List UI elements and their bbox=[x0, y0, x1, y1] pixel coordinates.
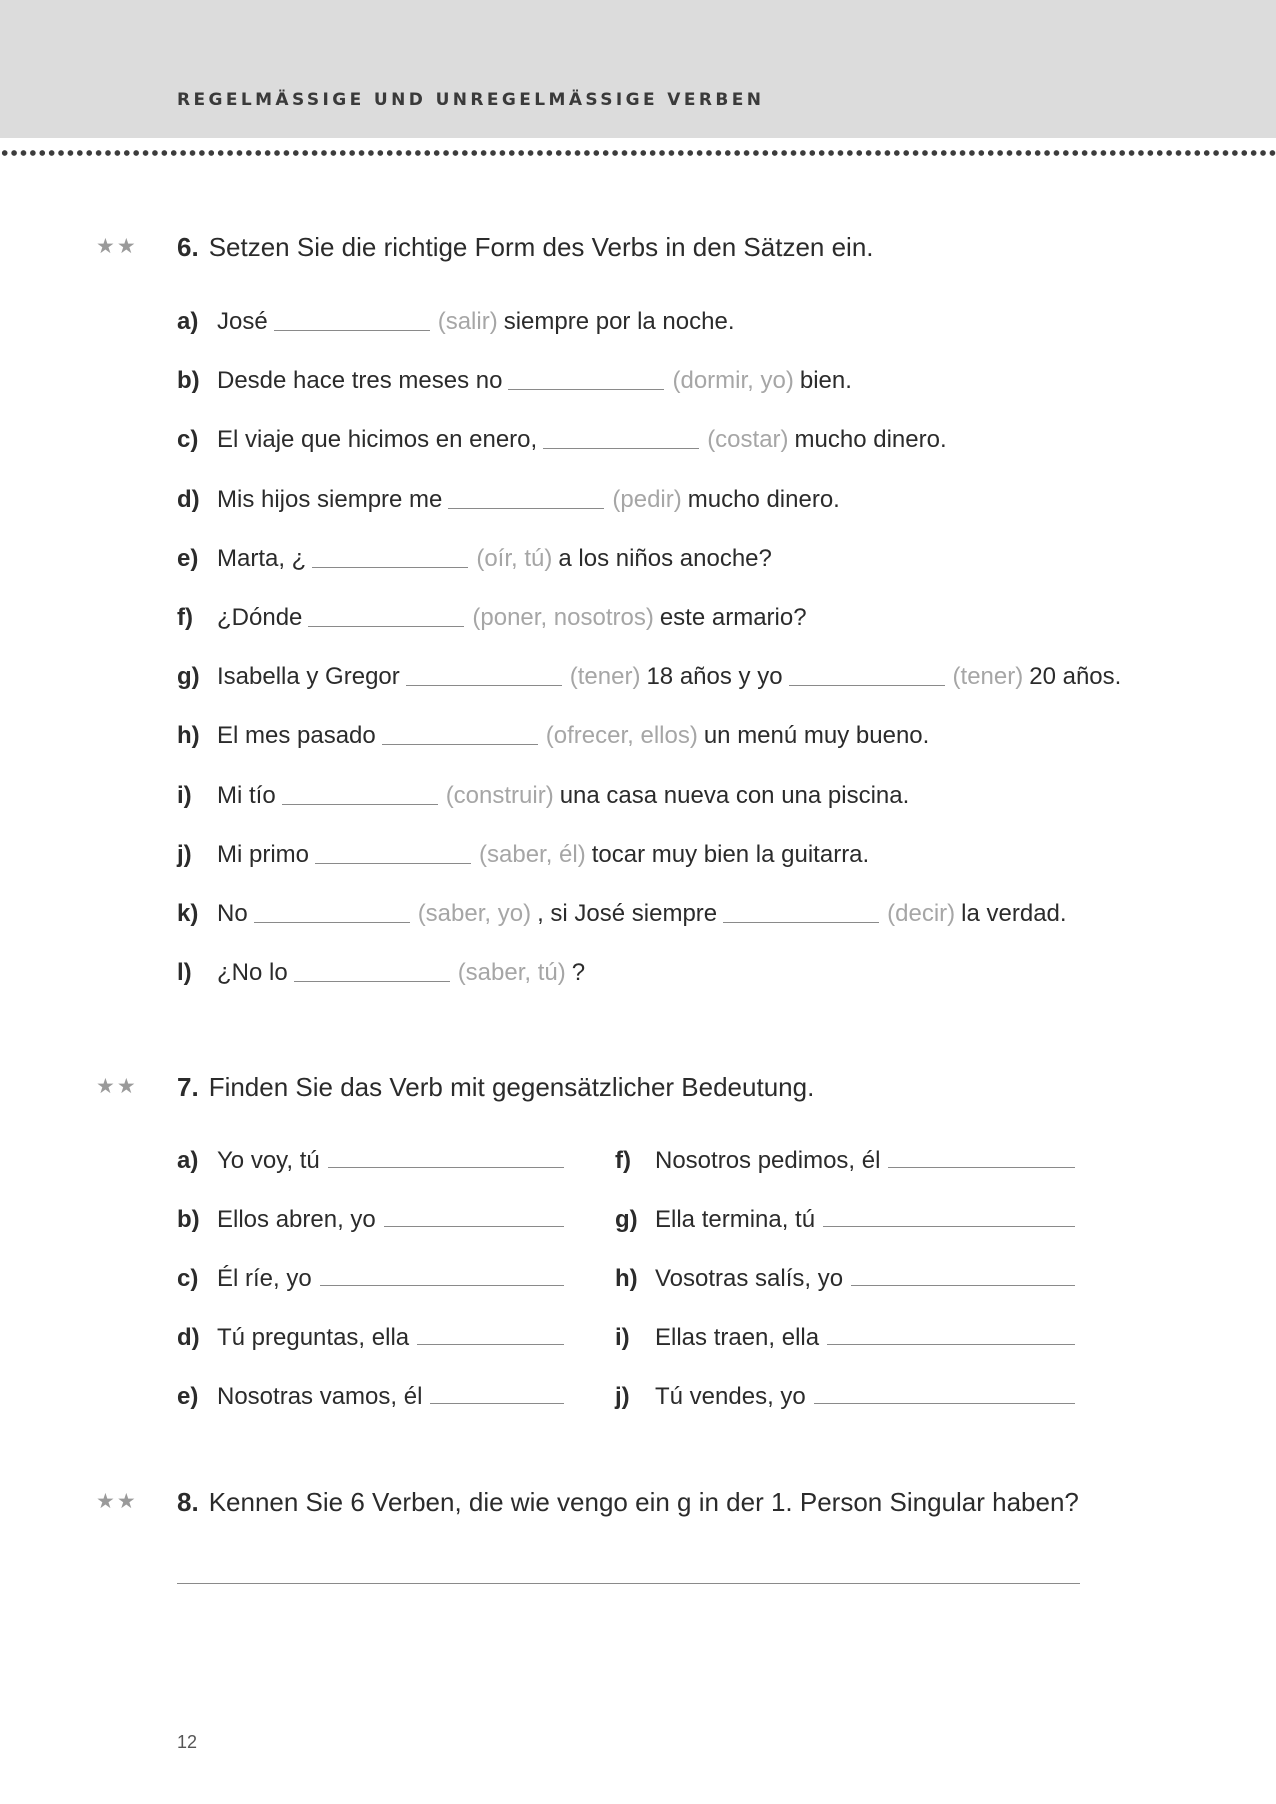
verb-hint: (saber, él) bbox=[479, 840, 586, 868]
item-label: a) bbox=[177, 1147, 199, 1174]
exercise-item bbox=[177, 1141, 564, 1181]
item-label: f) bbox=[177, 604, 193, 631]
answer-blank[interactable] bbox=[406, 657, 562, 686]
item-label: h) bbox=[615, 1265, 638, 1292]
exercise-item bbox=[177, 1318, 564, 1358]
verb-hint: (decir) bbox=[887, 900, 956, 927]
answer-blank[interactable] bbox=[448, 480, 604, 509]
verb-hint: (tener) bbox=[952, 663, 1024, 691]
item-label: b) bbox=[177, 367, 200, 395]
sentence-end: un menú muy bueno. bbox=[703, 722, 930, 750]
verb-hint: (tener) bbox=[569, 663, 641, 691]
answer-blank[interactable] bbox=[814, 1377, 1075, 1404]
chapter-title: REGELMÄSSIGE UND UNREGELMÄSSIGE VERBEN bbox=[177, 90, 765, 110]
item-label: k) bbox=[177, 900, 199, 927]
answer-blank[interactable] bbox=[254, 894, 410, 923]
sentence-end: mucho dinero. bbox=[794, 426, 947, 454]
sentence-start: Mi primo bbox=[217, 840, 310, 868]
sentence-start: El mes pasado bbox=[217, 722, 376, 750]
answer-blank[interactable] bbox=[384, 1200, 564, 1227]
answer-blank[interactable] bbox=[328, 1141, 564, 1168]
verb-hint: (construir) bbox=[445, 781, 554, 809]
exercise-item bbox=[615, 1141, 1075, 1181]
answer-blank[interactable] bbox=[308, 598, 464, 627]
answer-blank[interactable] bbox=[315, 835, 471, 864]
verb-hint: (saber, tú) bbox=[457, 959, 566, 987]
sentence-end: la verdad. bbox=[961, 900, 1067, 927]
exercise-item bbox=[177, 361, 852, 401]
prompt-text: Ellas traen, ella bbox=[655, 1324, 820, 1351]
answer-blank[interactable] bbox=[274, 302, 430, 331]
verb-hint: (ofrecer, ellos) bbox=[545, 722, 698, 750]
answer-blank[interactable] bbox=[312, 539, 468, 568]
sentence-start: No bbox=[217, 900, 248, 927]
difficulty-stars: ★★ bbox=[96, 1075, 138, 1098]
sentence-start: ¿Dónde bbox=[217, 604, 303, 631]
answer-blank[interactable] bbox=[723, 894, 879, 923]
sentence-start: Mi tío bbox=[217, 781, 276, 809]
exercise-item bbox=[177, 1200, 564, 1240]
verb-hint: (poner, nosotros) bbox=[472, 604, 654, 631]
item-label: l) bbox=[177, 959, 192, 987]
answer-blank[interactable] bbox=[382, 716, 538, 745]
answer-line[interactable] bbox=[177, 1583, 1080, 1584]
prompt-text: Ella termina, tú bbox=[655, 1206, 816, 1233]
verb-hint: (costar) bbox=[707, 426, 789, 454]
item-label: c) bbox=[177, 1265, 199, 1292]
exercise-item bbox=[177, 776, 909, 816]
exercise-item bbox=[177, 1259, 564, 1299]
exercise-item bbox=[177, 539, 772, 579]
exercise-number: 7. bbox=[177, 1072, 199, 1102]
item-label: b) bbox=[177, 1206, 200, 1233]
sentence-start: Desde hace tres meses no bbox=[217, 367, 503, 395]
sentence-end: siempre por la noche. bbox=[503, 308, 735, 335]
answer-blank[interactable] bbox=[789, 657, 945, 686]
answer-blank[interactable] bbox=[827, 1318, 1075, 1345]
item-label: d) bbox=[177, 1324, 200, 1351]
page-header bbox=[0, 0, 1276, 138]
sentence-end: mucho dinero. bbox=[687, 485, 840, 513]
item-label: i) bbox=[177, 781, 192, 809]
exercise-item bbox=[615, 1259, 1075, 1299]
sentence-end: , si José siempre bbox=[537, 900, 718, 927]
sentence-end: bien. bbox=[799, 367, 852, 395]
verb-hint: (dormir, yo) bbox=[672, 367, 794, 395]
item-label: j) bbox=[615, 1383, 630, 1410]
verb-hint: (salir) bbox=[437, 308, 498, 335]
answer-blank[interactable] bbox=[508, 361, 664, 390]
sentence-start: Marta, ¿ bbox=[217, 544, 307, 572]
page-number: 12 bbox=[177, 1732, 198, 1752]
exercise-item bbox=[177, 480, 840, 520]
answer-blank[interactable] bbox=[430, 1377, 564, 1404]
prompt-text: Nosotras vamos, él bbox=[217, 1383, 423, 1410]
exercise-item bbox=[177, 835, 869, 875]
answer-blank[interactable] bbox=[823, 1200, 1075, 1227]
sentence-start: José bbox=[217, 308, 268, 335]
exercise-item bbox=[615, 1377, 1075, 1417]
prompt-text: Vosotras salís, yo bbox=[655, 1265, 844, 1292]
exercise-item bbox=[177, 302, 735, 342]
exercise-number: 6. bbox=[177, 232, 199, 262]
prompt-text: Él ríe, yo bbox=[217, 1265, 312, 1292]
item-label: g) bbox=[177, 663, 200, 691]
answer-blank[interactable] bbox=[320, 1259, 564, 1286]
sentence-end: este armario? bbox=[659, 604, 807, 631]
item-label: c) bbox=[177, 426, 199, 454]
item-label: d) bbox=[177, 485, 200, 513]
sentence-end: tocar muy bien la guitarra. bbox=[591, 840, 870, 868]
exercise-item bbox=[177, 1377, 564, 1417]
exercise-title bbox=[177, 1072, 814, 1103]
item-label: e) bbox=[177, 1383, 199, 1410]
prompt-text: Ellos abren, yo bbox=[217, 1206, 376, 1233]
answer-blank[interactable] bbox=[294, 953, 450, 982]
answer-blank[interactable] bbox=[417, 1318, 564, 1345]
exercise-item bbox=[615, 1200, 1075, 1240]
sentence-start: Isabella y Gregor bbox=[217, 663, 400, 691]
difficulty-stars: ★★ bbox=[96, 235, 138, 258]
sentence-start: El viaje que hicimos en enero, bbox=[217, 426, 538, 454]
exercise-item bbox=[177, 953, 585, 993]
sentence-end: 18 años y yo bbox=[646, 663, 783, 691]
item-label: e) bbox=[177, 544, 199, 572]
answer-blank[interactable] bbox=[851, 1259, 1075, 1286]
item-label: j) bbox=[177, 840, 192, 868]
verb-hint: (pedir) bbox=[612, 485, 682, 513]
verb-hint: (oír, tú) bbox=[476, 544, 553, 572]
exercise-number: 8. bbox=[177, 1487, 199, 1517]
exercise-instruction: Setzen Sie die richtige Form des Verbs in den Sätzen ein. bbox=[208, 232, 874, 262]
prompt-text: Tú vendes, yo bbox=[655, 1383, 806, 1410]
prompt-text: Yo voy, tú bbox=[217, 1147, 320, 1174]
answer-blank[interactable] bbox=[888, 1141, 1075, 1168]
exercise-item bbox=[177, 598, 807, 638]
sentence-end: una casa nueva con una piscina. bbox=[559, 781, 910, 809]
sentence-start: ¿No lo bbox=[217, 959, 288, 987]
sentence-end: a los niños anoche? bbox=[558, 544, 772, 572]
item-label: i) bbox=[615, 1324, 630, 1351]
verb-hint: (saber, yo) bbox=[417, 900, 532, 927]
dotted-divider bbox=[0, 148, 1276, 158]
prompt-text: Nosotros pedimos, él bbox=[655, 1147, 881, 1174]
answer-blank[interactable] bbox=[543, 420, 699, 449]
answer-blank[interactable] bbox=[282, 776, 438, 805]
sentence-end: 20 años. bbox=[1029, 663, 1122, 691]
exercise-title bbox=[177, 232, 874, 263]
sentence-start: Mis hijos siempre me bbox=[217, 485, 443, 513]
exercise-item bbox=[177, 716, 929, 756]
item-label: h) bbox=[177, 722, 200, 750]
exercise-item bbox=[177, 657, 1121, 697]
item-label: g) bbox=[615, 1206, 638, 1233]
item-label: a) bbox=[177, 308, 199, 335]
prompt-text: Tú preguntas, ella bbox=[217, 1324, 410, 1351]
exercise-instruction: Finden Sie das Verb mit gegensätzlicher Bedeutung. bbox=[208, 1072, 815, 1102]
sentence-end: ? bbox=[571, 959, 586, 987]
item-label: f) bbox=[615, 1147, 631, 1174]
exercise-item bbox=[615, 1318, 1075, 1358]
exercise-title bbox=[177, 1487, 1079, 1518]
difficulty-stars: ★★ bbox=[96, 1490, 138, 1513]
exercise-item bbox=[177, 420, 947, 460]
exercise-item bbox=[177, 894, 1067, 934]
exercise-instruction: Kennen Sie 6 Verben, die wie vengo ein g in der 1. Person Singular haben? bbox=[208, 1487, 1079, 1517]
